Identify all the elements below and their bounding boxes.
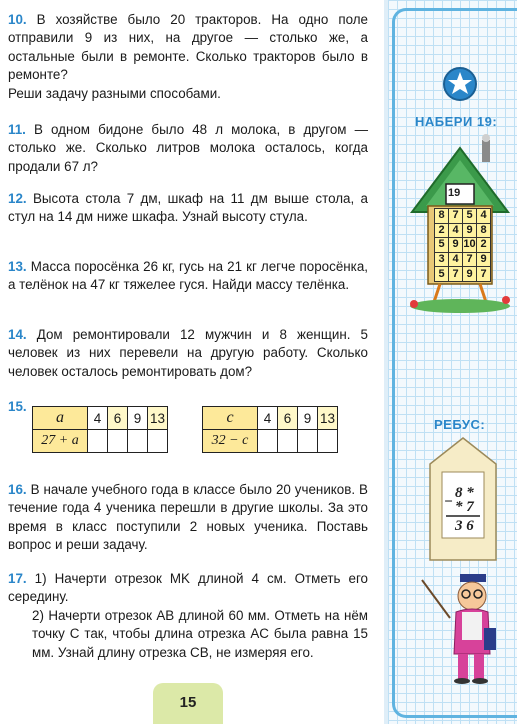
table-answer-cell[interactable] [108,430,128,453]
grid-cell: 4 [449,252,463,267]
problem-12 [8,190,368,227]
grid-cell: 2 [477,238,491,253]
table-c [202,406,338,453]
table-value: 9 [128,407,148,430]
table-var: c [203,407,258,430]
table-answer-cell[interactable] [88,430,108,453]
grid-cell: 7 [463,252,477,267]
problem-16 [8,481,368,555]
table-expr: 32 − c [203,430,258,453]
rebus-row-2: * 7 [455,499,474,515]
nabery-label: НАБЕРИ 19: [415,114,498,129]
problem-number: 12. [8,191,27,206]
problem-text: В одном бидоне было 48 л молока, в другом — столько же. Сколько литров молока осталось, когда продали 67 л? [8,122,368,174]
problem-number: 14. [8,327,27,342]
grid-cell: 8 [477,223,491,238]
house-number-grid [434,208,491,282]
table-value: 6 [108,407,128,430]
problem-number: 13. [8,259,27,274]
table-answer-cell[interactable] [148,430,168,453]
grid-cell: 9 [449,238,463,253]
table-answer-cell[interactable] [278,430,298,453]
problem-text: В хозяйстве было 20 тракторов. На одно поле отправили 9 из них, на другое — столько же, а остальные были в ремонте. Сколько тракторов было в ремонте? [8,12,368,83]
page-number: 15 [179,694,197,711]
table-expr: 27 + a [33,430,88,453]
problem-note: Реши задачу разными способами. [8,85,221,101]
problem-13 [8,258,368,295]
grid-cell: 9 [477,252,491,267]
table-value: 13 [148,407,168,430]
professor-illustration [420,572,500,684]
table-value: 13 [318,407,338,430]
rebus-minus-sign: − [444,494,454,510]
grid-cell: 9 [463,267,477,282]
grid-cell: 10 [463,238,476,251]
problem-14 [8,326,368,381]
table-answer-cell[interactable] [298,430,318,453]
problem-text: Дом ремонтировали 12 мужчин и 8 женщин. 5 человек из них перевели на другую работу. Сколько человек осталось ремонтировать дом? [8,327,368,379]
problem-number: 11. [8,122,26,137]
house-number: 19 [448,187,461,199]
problem-10 [8,11,368,103]
grid-cell: 2 [435,223,449,238]
table-value: 4 [258,407,278,430]
problem-part-2: 2) Начерти отрезок AB длиной 60 мм. Отметь на нём точку C так, чтобы длина отрезка AC была равна 15 мм. Узнай длину отрезка CB, не измеряя его. [32,607,368,660]
grid-cell: 5 [435,267,449,282]
problem-number: 16. [8,482,27,497]
grid-cell: 5 [463,209,477,224]
grid-cell: 7 [449,267,463,282]
problem-11 [8,121,368,176]
problem-text: 1) Начерти отрезок MK длиной 4 см. Отметь его середину. [8,571,368,605]
rebus-label: РЕБУС: [434,417,486,432]
grid-cell: 7 [449,209,463,224]
table-answer-cell[interactable] [128,430,148,453]
grid-cell: 9 [463,223,477,238]
problem-text: Масса поросёнка 26 кг, гусь на 21 кг легче поросёнка, а телёнок на 47 кг тяжелее гуся. Найди массу телёнка. [8,259,368,293]
grid-cell: 4 [477,209,491,224]
table-value: 9 [298,407,318,430]
grid-cell: 3 [435,252,449,267]
table-value: 6 [278,407,298,430]
table-value: 4 [88,407,108,430]
problem-number: 17. [8,571,27,586]
problem-text: В начале учебного года в классе было 20 учеников. В течение года 4 ученика перешли в другие школы. За это время в класс поступили 2 новых ученика. Поставь вопрос и реши задачу. [8,482,368,553]
star-badge-icon [442,66,478,102]
table-answer-cell[interactable] [318,430,338,453]
problem-text: Высота стола 7 дм, шкаф на 11 дм выше стола, а стул на 14 дм ниже шкафа. Узнай высоту стула. [8,191,368,225]
page-number-tab [153,683,223,724]
grid-cell: 5 [435,238,449,253]
grid-cell: 7 [477,267,491,282]
problem-number: 15. [8,399,27,414]
rebus-row-3: 3 6 [455,518,474,534]
rebus-row-1: 8 * [455,485,474,501]
table-answer-cell[interactable] [258,430,278,453]
grid-cell: 8 [435,209,449,224]
table-a [32,406,168,453]
problem-number: 10. [8,12,27,27]
problem-17 [8,570,368,662]
table-var: a [33,407,88,430]
grid-cell: 4 [449,223,463,238]
